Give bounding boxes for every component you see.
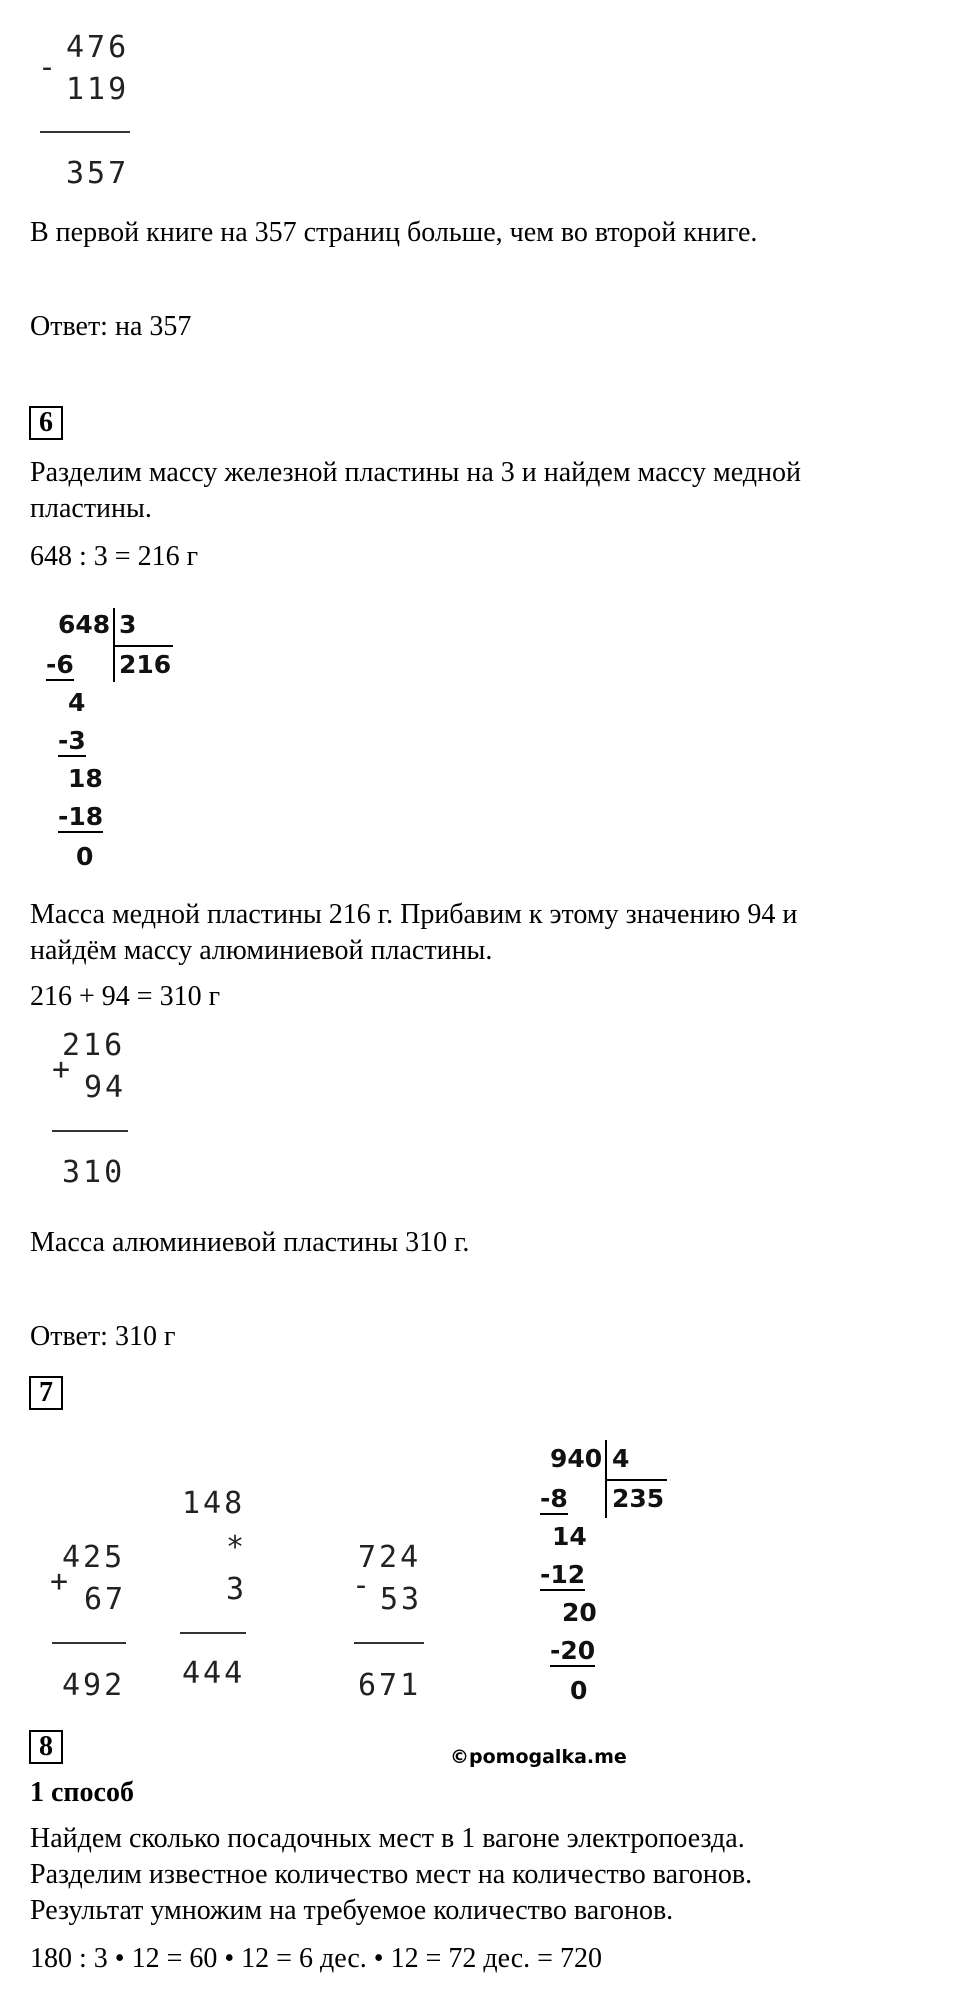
- task6-paragraph1-line1: Разделим массу железной пластины на 3 и найдем массу медной: [30, 457, 801, 488]
- task8-line2: Разделим известное количество мест на количество вагонов.: [30, 1859, 753, 1890]
- addend-1: 425: [62, 1540, 126, 1575]
- quotient: 216: [119, 650, 172, 679]
- dividend: 648: [58, 610, 111, 639]
- task8-equation: 180 : 3 • 12 = 60 • 12 = 6 дес. • 12 = 72 дес. = 720: [30, 1943, 602, 1974]
- task6-conclusion: Масса алюминиевой пластины 310 г.: [30, 1227, 470, 1258]
- division-bracket-horizontal: [605, 1479, 667, 1481]
- task6-equation2: 216 + 94 = 310 г: [30, 981, 221, 1012]
- answer-task5: Ответ: на 357: [30, 311, 192, 342]
- product-result: 444: [182, 1656, 246, 1691]
- plus-sign: +: [50, 1564, 72, 1599]
- sum-result: 310: [62, 1155, 126, 1190]
- method-heading: 1 способ: [30, 1777, 134, 1808]
- minuend: 724: [358, 1540, 422, 1575]
- minuend: 476: [66, 30, 130, 65]
- quotient: 235: [612, 1484, 665, 1513]
- minus-sign: -: [38, 50, 60, 85]
- division-step: 0: [570, 1676, 588, 1705]
- division-step: 14: [552, 1522, 587, 1551]
- divisor: 3: [119, 610, 137, 639]
- plus-sign: +: [52, 1052, 74, 1087]
- division-step: -12: [540, 1560, 586, 1589]
- division-step: 20: [562, 1598, 597, 1627]
- difference-line: [354, 1642, 424, 1644]
- factor-1: 148: [182, 1486, 246, 1521]
- addend-2: 67: [84, 1582, 127, 1617]
- task-number-6: 6: [29, 406, 63, 440]
- divisor: 4: [612, 1444, 630, 1473]
- subtrahend: 53: [380, 1582, 423, 1617]
- division-step: -18: [58, 802, 104, 831]
- sum-line: [52, 1130, 128, 1132]
- watermark: ©pomogalka.me: [450, 1746, 627, 1768]
- answer-task6: Ответ: 310 г: [30, 1321, 176, 1352]
- dividend: 940: [550, 1444, 603, 1473]
- task6-paragraph1-line2: пластины.: [30, 493, 152, 524]
- division-step: -8: [540, 1484, 568, 1513]
- difference-result: 671: [358, 1668, 422, 1703]
- division-step: -6: [46, 650, 74, 679]
- minus-sign: -: [352, 1568, 374, 1603]
- sum-line: [40, 131, 130, 133]
- subtrahend: 119: [66, 72, 130, 107]
- multiply-sign: *: [226, 1530, 248, 1565]
- division-bracket-horizontal: [113, 645, 173, 647]
- division-step: 18: [68, 764, 103, 793]
- difference-result: 357: [66, 156, 130, 191]
- division-step: 0: [76, 842, 94, 871]
- product-line: [180, 1632, 246, 1634]
- task-number-8: 8: [29, 1730, 63, 1764]
- division-step: -3: [58, 726, 86, 755]
- division-step: 4: [68, 688, 86, 717]
- factor-2: 3: [226, 1572, 248, 1607]
- task6-paragraph2-line1: Масса медной пластины 216 г. Прибавим к этому значению 94 и: [30, 899, 798, 930]
- task6-paragraph2-line2: найдём массу алюминиевой пластины.: [30, 935, 493, 966]
- task-number-7: 7: [29, 1376, 63, 1410]
- task6-equation1: 648 : 3 = 216 г: [30, 541, 199, 572]
- task8-line1: Найдем сколько посадочных мест в 1 вагоне электропоезда.: [30, 1823, 745, 1854]
- books-difference-text: В первой книге на 357 страниц больше, чем во второй книге.: [30, 217, 758, 248]
- task8-line3: Результат умножим на требуемое количество вагонов.: [30, 1895, 674, 1926]
- division-step: -20: [550, 1636, 596, 1665]
- sum-line: [52, 1642, 126, 1644]
- addend-2: 94: [84, 1070, 127, 1105]
- sum-result: 492: [62, 1668, 126, 1703]
- addend-1: 216: [62, 1028, 126, 1063]
